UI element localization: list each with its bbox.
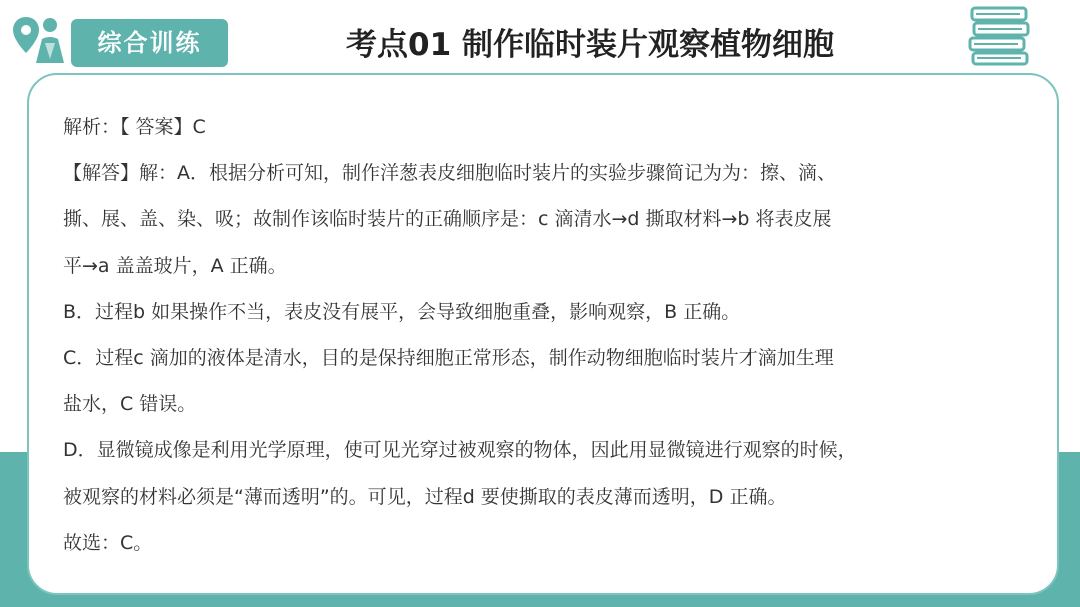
- text-line: 被观察的材料必须是“薄而透明”的。可见，过程d 要使撕取的表皮薄而透明，D 正确。: [63, 485, 787, 508]
- text-line: 【解答】解：A．根据分析可知，制作洋葱表皮细胞临时装片的实验步骤简记为为：擦、滴、: [63, 162, 836, 185]
- text-line: B．过程b 如果操作不当，表皮没有展平，会导致细胞重叠，影响观察，B 正确。: [63, 300, 741, 323]
- section-badge: 综合训练: [71, 19, 228, 67]
- text-line: D．显微镜成像是利用光学原理，使可见光穿过被观察的物体，因此用显微镜进行观察的时候，: [63, 439, 857, 462]
- text-line: 故选：C。: [63, 531, 153, 554]
- text-line: C．过程c 滴加的液体是清水，目的是保持细胞正常形态，制作动物细胞临时装片才滴加生理: [63, 347, 834, 370]
- text-line: 盐水，C 错误。: [63, 393, 197, 416]
- answer-text: [63, 104, 1023, 566]
- text-line: 平→a 盖盖玻片，A 正确。: [63, 254, 287, 277]
- stacked-books-icon: [968, 6, 1030, 66]
- page-title: 考点01 制作临时装片观察植物细胞: [346, 27, 834, 63]
- text-line: 撕、展、盖、染、吸；故制作该临时装片的正确顺序是：c 滴清水→d 撕取材料→b 将表皮展: [63, 208, 832, 231]
- text-line: 解析：【 答案】C: [63, 116, 206, 138]
